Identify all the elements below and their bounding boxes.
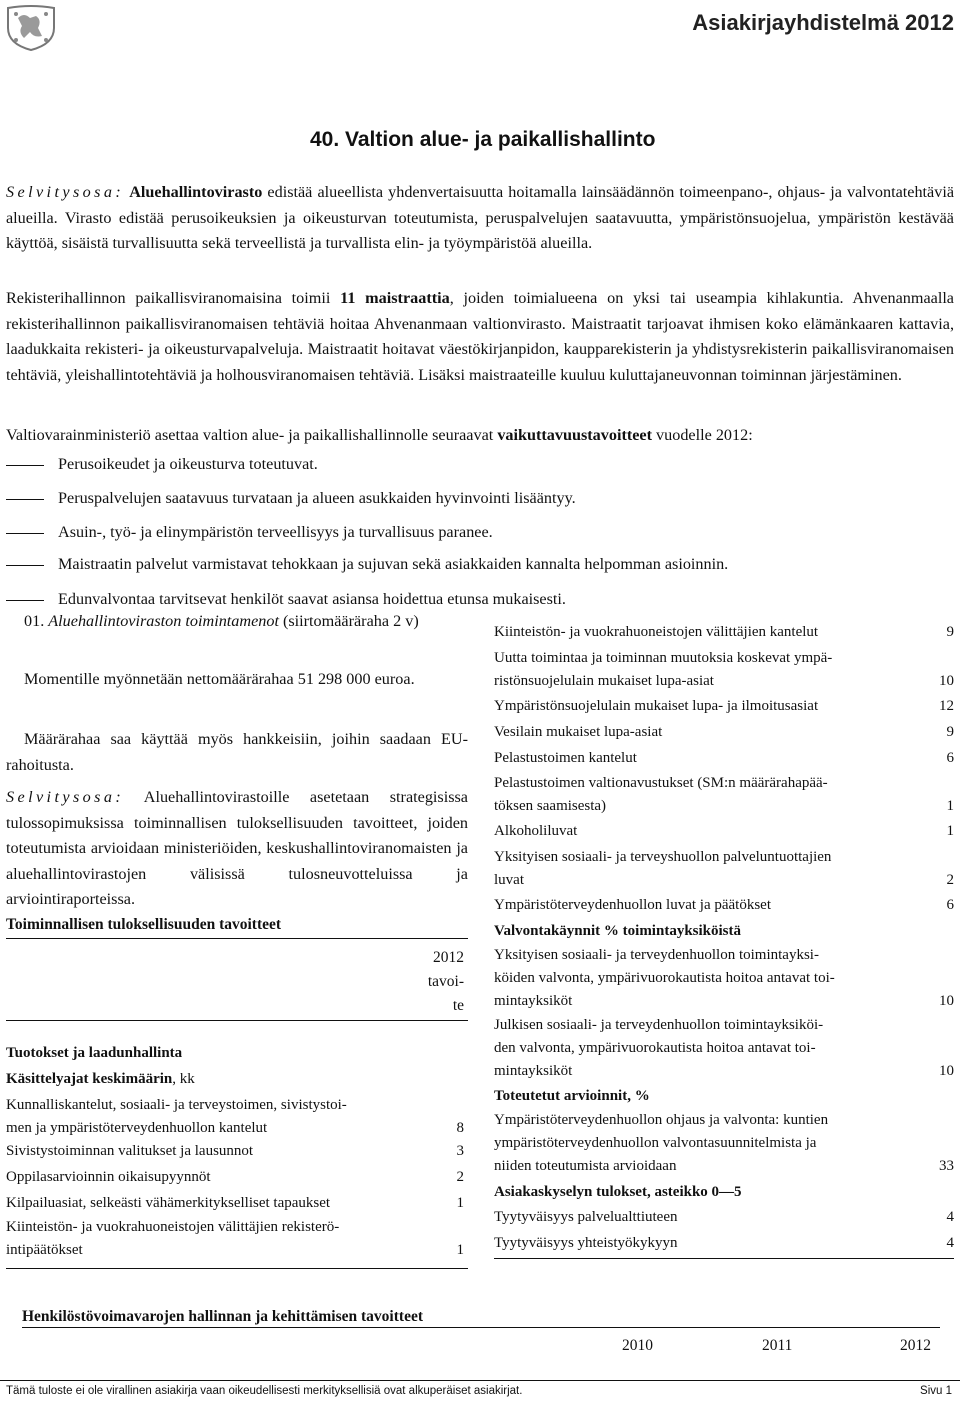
chapter-title: 40. Valtion alue- ja paikallishallinto — [310, 128, 656, 151]
table-row — [494, 695, 954, 718]
row-label: Kilpailuasiat, selkeästi vähämerkitykselliset tapaukset — [6, 1195, 331, 1211]
row-label-line: niiden toteutumista arvioidaan — [494, 1158, 677, 1174]
row-label: Sivistystoiminnan valitukset ja lausunnot — [6, 1143, 254, 1159]
row-value: 1 — [456, 1195, 464, 1211]
row-label — [494, 772, 828, 818]
table-row — [494, 621, 954, 644]
year-label: 2012 — [900, 1337, 931, 1354]
row-value: 4 — [946, 1209, 954, 1225]
row-label: Ympäristöterveydenhuollon luvat ja päätökset — [494, 897, 772, 913]
moment-paragraph-1: Momentille myönnetään nettomäärärahaa 51 298 000 euroa. — [24, 670, 415, 688]
goal-item — [6, 588, 566, 610]
year-header-line: 2012 — [433, 949, 464, 966]
row-label-line: den valvonta, ympärivuorokautista hoitoa antavat toi- — [494, 1040, 816, 1056]
goal-text: Perusoikeudet ja oikeusturva toteutuvat. — [58, 455, 318, 473]
goals-intro — [6, 423, 954, 449]
section-heading: Tuotokset ja laadunhallinta — [6, 1045, 183, 1061]
row-label: Pelastustoimen kantelut — [494, 750, 637, 766]
section-heading: Toteutetut arvioinnit, % — [494, 1088, 650, 1104]
table-row — [494, 647, 954, 693]
registry-text-before: Rekisterihallinnon paikallisviranomaisina toimii — [6, 289, 341, 307]
row-value: 12 — [939, 698, 954, 714]
section-heading: Valvontakäynnit % toimintayksiköistä — [494, 923, 742, 939]
row-label — [494, 647, 832, 693]
row-label: Kiinteistön- ja vuokrahuoneistojen välittäjien kantelut — [494, 624, 819, 640]
table-row — [494, 894, 954, 917]
row-label-line: Uutta toimintaa ja toiminnan muutoksia koskevat ympä- — [494, 650, 833, 666]
goals-intro-bold: vaikuttavuustavoitteet — [497, 426, 652, 444]
row-label — [494, 944, 835, 1013]
table-row — [494, 1206, 954, 1229]
table-row — [494, 772, 954, 818]
row-value: 1 — [946, 798, 954, 814]
coat-of-arms-icon — [4, 2, 58, 52]
footer-notice: Tämä tuloste ei ole virallinen asiakirja vaan oikeudellisesti merkityksellisiä ovat alkuperäiset asiakirjat. — [6, 1385, 523, 1397]
row-value: 9 — [946, 624, 954, 640]
row-label: Tyytyväisyys palvelualttiuteen — [494, 1209, 678, 1225]
dash-icon — [6, 499, 44, 500]
table-row — [494, 1109, 954, 1178]
row-value: 10 — [939, 673, 954, 689]
row-label: Ympäristönsuojelulain mukaiset lupa- ja ilmoitusasiat — [494, 698, 819, 714]
table-bottom-rule — [494, 1258, 954, 1259]
table-title: Toiminnallisen tuloksellisuuden tavoitteet — [6, 916, 282, 933]
table-rule — [6, 938, 468, 939]
intro-label: Selvitysosa: — [6, 183, 125, 201]
row-label — [494, 1014, 823, 1083]
personnel-title: Henkilöstövoimavarojen hallinnan ja kehittämisen tavoitteet — [22, 1308, 423, 1325]
year-header-line: te — [452, 997, 464, 1014]
footer-rule — [0, 1380, 960, 1381]
moment-text: Aluehallintovirastoille asetetaan strategisissa tulossopimuksissa toiminnallisen tuloksellisuuden tavoitteet, joiden toteutumista arvioidaan ministeriöiden, keskushallintoviranomaisten ja aluehallintovirastojen välisissä tulosneuvotteluissa ja arviointiraporteissa. — [6, 788, 468, 908]
registry-text-after: , joiden toimialueena on yksi tai useampia kihlakuntia. Ahvenanmaalla rekisterihallinnon paikallisviranomaisen tehtäviä hoitaa Ahvenanmaan valtionvirasto. Maistraatit tarjoavat ihmisen koko elämänkaaren kattavia, laadukkaita rekisteri- ja oikeusturvapalveluja. Maistraatit hoitavat väestökirjanpidon, kaupparekisterin ja yhdistysrekisterin paikallisviranomaisen tehtäviä, yleishallintotehtäviä ja holhousviranomaisen tehtäviä. Lisäksi maistraateille kuuluu kuluttajaneuvonnan toiminnan järjestäminen. — [6, 289, 954, 384]
table-row — [6, 1140, 464, 1163]
dash-icon — [6, 600, 44, 601]
table-rule — [6, 1020, 468, 1021]
row-value: 6 — [946, 897, 954, 913]
row-label: Vesilain mukaiset lupa-asiat — [494, 724, 663, 740]
moment-title: Aluehallintoviraston toimintamenot — [48, 612, 279, 630]
personnel-rule — [22, 1327, 940, 1328]
row-label-line: Ympäristöterveydenhuollon ohjaus ja valvonta: kuntien — [494, 1112, 829, 1128]
table-row — [494, 721, 954, 744]
row-label — [6, 1216, 339, 1262]
goal-text: Asuin-, työ- ja elinympäristön terveellisyys ja turvallisuus paranee. — [58, 523, 493, 541]
table-row — [6, 1094, 464, 1140]
moment-number: 01. — [24, 612, 49, 630]
moment-heading — [6, 609, 468, 635]
row-value: 6 — [946, 750, 954, 766]
row-label: Tyytyväisyys yhteistyökykyyn — [494, 1235, 678, 1251]
table-row — [6, 1216, 464, 1262]
registry-paragraph — [6, 286, 954, 388]
row-label-line: Yksityisen sosiaali- ja terveyshuollon palveluntuottajien — [494, 849, 832, 865]
year-header-line: tavoi- — [427, 973, 464, 990]
table-bottom-rule — [6, 1268, 468, 1269]
row-label — [494, 1109, 828, 1178]
goal-text: Peruspalvelujen saatavuus turvataan ja alueen asukkaiden hyvinvointi lisääntyy. — [58, 489, 576, 507]
table-row — [494, 846, 954, 892]
moment-paragraph-2: Määrärahaa saa käyttää myös hankkeisiin, joihin saadaan EU-rahoitusta. — [6, 730, 468, 774]
year-header — [416, 946, 464, 1018]
row-label — [6, 1094, 347, 1140]
registry-bold: 11 maistraattia — [340, 289, 450, 307]
moment-label: Selvitysosa: — [6, 788, 125, 806]
dash-icon — [6, 533, 44, 534]
goal-item — [6, 487, 576, 509]
table-row — [494, 1014, 954, 1083]
subsection-heading — [6, 1068, 195, 1091]
row-label: Oppilasarvioinnin oikaisupyynnöt — [6, 1169, 211, 1185]
row-label-line: Kunnalliskantelut, sosiaali- ja terveystoimen, sivistystoi- — [6, 1097, 347, 1113]
page-number: Sivu 1 — [920, 1385, 952, 1397]
row-label-line: men ja ympäristöterveydenhuollon kantelut — [6, 1120, 268, 1136]
row-label-line: köiden valvonta, ympärivuorokautista hoitoa antavat toi- — [494, 970, 835, 986]
table-row — [494, 944, 954, 1013]
row-value: 3 — [456, 1143, 464, 1159]
row-value: 1 — [946, 823, 954, 839]
intro-paragraph — [6, 180, 954, 257]
row-value: 4 — [946, 1235, 954, 1251]
row-label-line: ristönsuojelulain mukaiset lupa-asiat — [494, 673, 714, 689]
moment-title-rest: (siirtomääräraha 2 v) — [278, 612, 419, 630]
row-value: 2 — [946, 872, 954, 888]
table-row — [494, 820, 954, 843]
row-label-line: mintayksiköt — [494, 1063, 573, 1079]
table-row — [6, 1192, 464, 1215]
intro-bold: Aluehallintovirasto — [129, 183, 263, 201]
goal-item — [6, 453, 318, 475]
row-label: Alkoholiluvat — [494, 823, 578, 839]
section-heading: Asiakaskyselyn tulokset, asteikko 0—5 — [494, 1184, 742, 1200]
row-label-line: töksen saamisesta) — [494, 798, 607, 814]
row-value: 10 — [939, 1063, 954, 1079]
goals-intro-before: Valtiovarainministeriö asettaa valtion alue- ja paikallishallinnolle seuraavat — [6, 426, 498, 444]
row-label-line: Kiinteistön- ja vuokrahuoneistojen välittäjien rekisterö- — [6, 1219, 340, 1235]
row-label-line: Julkisen sosiaali- ja terveydenhuollon toimintayksiköi- — [494, 1017, 824, 1033]
row-value: 8 — [456, 1120, 464, 1136]
subsection-rest: , kk — [172, 1071, 195, 1087]
goal-text: Maistraatin palvelut varmistavat tehokkaan ja sujuvan sekä asiakkaiden kannalta helpomman asioinnin. — [58, 555, 729, 573]
row-value: 33 — [939, 1158, 954, 1174]
goal-text: Edunvalvontaa tarvitsevat henkilöt saavat asiansa hoidettua etunsa mukaisesti. — [58, 590, 566, 608]
dash-icon — [6, 465, 44, 466]
subsection-bold: Käsittelyajat keskimäärin — [6, 1071, 173, 1087]
row-label-line: ympäristöterveydenhuollon valvontasuunnitelmista ja — [494, 1135, 817, 1151]
row-value: 10 — [939, 993, 954, 1009]
dash-icon — [6, 565, 44, 566]
year-label: 2011 — [762, 1337, 793, 1354]
document-title: Asiakirjayhdistelmä 2012 — [692, 10, 954, 35]
row-label-line: intipäätökset — [6, 1242, 83, 1258]
goal-item — [6, 553, 728, 575]
row-label-line: Pelastustoimen valtionavustukset (SM:n määrärahapää- — [494, 775, 828, 791]
table-row — [494, 1232, 954, 1255]
table-row — [6, 1166, 464, 1189]
row-value: 2 — [456, 1169, 464, 1185]
row-value: 1 — [456, 1242, 464, 1258]
row-label-line: Yksityisen sosiaali- ja terveydenhuollon toimintayksi- — [494, 947, 819, 963]
row-label — [494, 846, 831, 892]
moment-paragraph-3 — [6, 785, 468, 913]
table-row — [494, 747, 954, 770]
row-label-line: luvat — [494, 872, 524, 888]
row-value: 9 — [946, 724, 954, 740]
row-label-line: mintayksiköt — [494, 993, 573, 1009]
goals-intro-after: vuodelle 2012: — [652, 426, 753, 444]
year-label: 2010 — [622, 1337, 653, 1354]
intro-text: edistää alueellista yhdenvertaisuutta hoitamalla lainsäädännön toimeenpano-, ohjaus- ja valvontatehtäviä alueilla. Virasto edistää perusoikeuksien ja oikeusturvan toteutumista, peruspalvelujen saatavuutta, ympäristönsuojelua, ympäristön kestävää käyttöä, sisäistä turvallisuutta sekä terveellistä ja turvallista elin- ja työympäristöä alueilla. — [6, 183, 954, 252]
goal-item — [6, 521, 493, 543]
